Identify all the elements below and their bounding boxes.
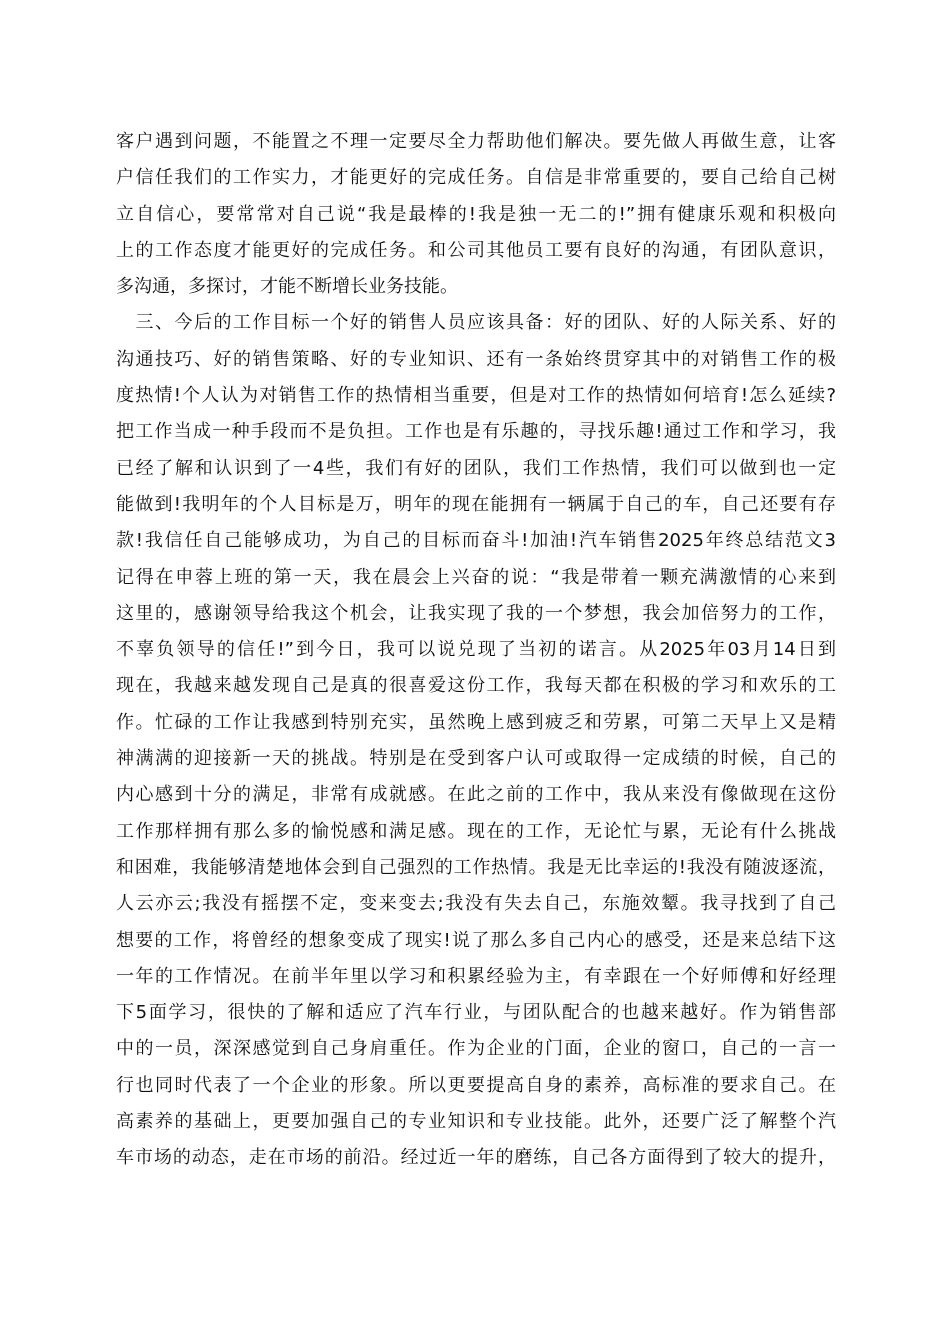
text-line: 现在，我越来越发现自己是真的很喜爱这份工作，我每天都在积极的学习和欢乐的工 <box>116 675 836 697</box>
text-line: 中的一员，深深感觉到自己身肩重任。作为企业的门面，企业的窗口，自己的一言一 <box>116 1038 836 1060</box>
text-line: 神满满的迎接新一天的挑战。特别是在受到客户认可或取得一定成绩的时候，自己的 <box>116 748 836 770</box>
text-line: 款!我信任自己能够成功，为自己的目标而奋斗!加油!汽车销售2025年终总结范文3 <box>116 530 836 552</box>
text-line: 沟通技巧、好的销售策略、好的专业知识、还有一条始终贯穿其中的对销售工作的极 <box>116 348 836 370</box>
text-line: 多沟通，多探讨，才能不断增长业务技能。 <box>116 276 458 298</box>
text-line: 车市场的动态，走在市场的前沿。经过近一年的磨练，自己各方面得到了较大的提升， <box>116 1147 836 1169</box>
text-line: 人云亦云;我没有摇摆不定，变来变去;我没有失去自己，东施效颦。我寻找到了自己 <box>116 893 836 915</box>
text-line: 客户遇到问题，不能置之不理一定要尽全力帮助他们解决。要先做人再做生意，让客 <box>116 131 836 152</box>
text-line: 行也同时代表了一个企业的形象。所以更要提高自身的素养，高标准的要求自己。在 <box>116 1074 836 1096</box>
text-line: 想要的工作，将曾经的想象变成了现实!说了那么多自己内心的感受，还是来总结下这 <box>116 929 836 951</box>
text-line: 已经了解和认识到了一4些，我们有好的团队，我们工作热情，我们可以做到也一定 <box>116 457 836 479</box>
text-line: 高素养的基础上，更要加强自己的专业知识和专业技能。此外，还要广泛了解整个汽 <box>116 1111 836 1133</box>
text-line: 作。忙碌的工作让我感到特别充实，虽然晚上感到疲乏和劳累，可第二天早上又是精 <box>116 711 836 733</box>
text-line: 下5面学习，很快的了解和适应了汽车行业，与团队配合的也越来越好。作为销售部 <box>116 1002 836 1024</box>
text-line: 工作那样拥有那么多的愉悦感和满足感。现在的工作，无论忙与累，无论有什么挑战 <box>116 820 836 842</box>
text-line: 度热情!个人认为对销售工作的热情相当重要，但是对工作的热情如何培育!怎么延续? <box>116 385 836 407</box>
text-line: 这里的，感谢领导给我这个机会，让我实现了我的一个梦想，我会加倍努力的工作， <box>116 602 836 624</box>
text-line: 一年的工作情况。在前半年里以学习和积累经验为主，有幸跟在一个好师傅和好经理 <box>116 965 836 987</box>
text-line: 能做到!我明年的个人目标是万，明年的现在能拥有一辆属于自己的车，自己还要有存 <box>116 493 836 515</box>
text-line: 把工作当成一种手段而不是负担。工作也是有乐趣的，寻找乐趣!通过工作和学习，我 <box>116 421 836 443</box>
text-line: 上的工作态度才能更好的完成任务。和公司其他员工要有良好的沟通，有团队意识， <box>116 239 836 261</box>
text-line: 立自信心，要常常对自己说“我是最棒的!我是独一无二的!”拥有健康乐观和积极向 <box>116 203 836 225</box>
text-line: 户信任我们的工作实力，才能更好的完成任务。自信是非常重要的，要自己给自己树 <box>116 167 836 189</box>
text-line: 记得在申蓉上班的第一天，我在晨会上兴奋的说：“我是带着一颗充满激情的心来到 <box>116 566 836 588</box>
body-text <box>116 124 836 1177</box>
text-line: 不辜负领导的信任!”到今日，我可以说兑现了当初的诺言。从2025年03月14日到 <box>116 639 836 661</box>
text-line: 三、今后的工作目标一个好的销售人员应该具备：好的团队、好的人际关系、好的 <box>116 312 836 334</box>
text-line: 内心感到十分的满足，非常有成就感。在此之前的工作中，我从来没有像做现在这份 <box>116 784 836 806</box>
text-line: 和困难，我能够清楚地体会到自己强烈的工作热情。我是无比幸运的!我没有随波逐流， <box>116 856 836 878</box>
